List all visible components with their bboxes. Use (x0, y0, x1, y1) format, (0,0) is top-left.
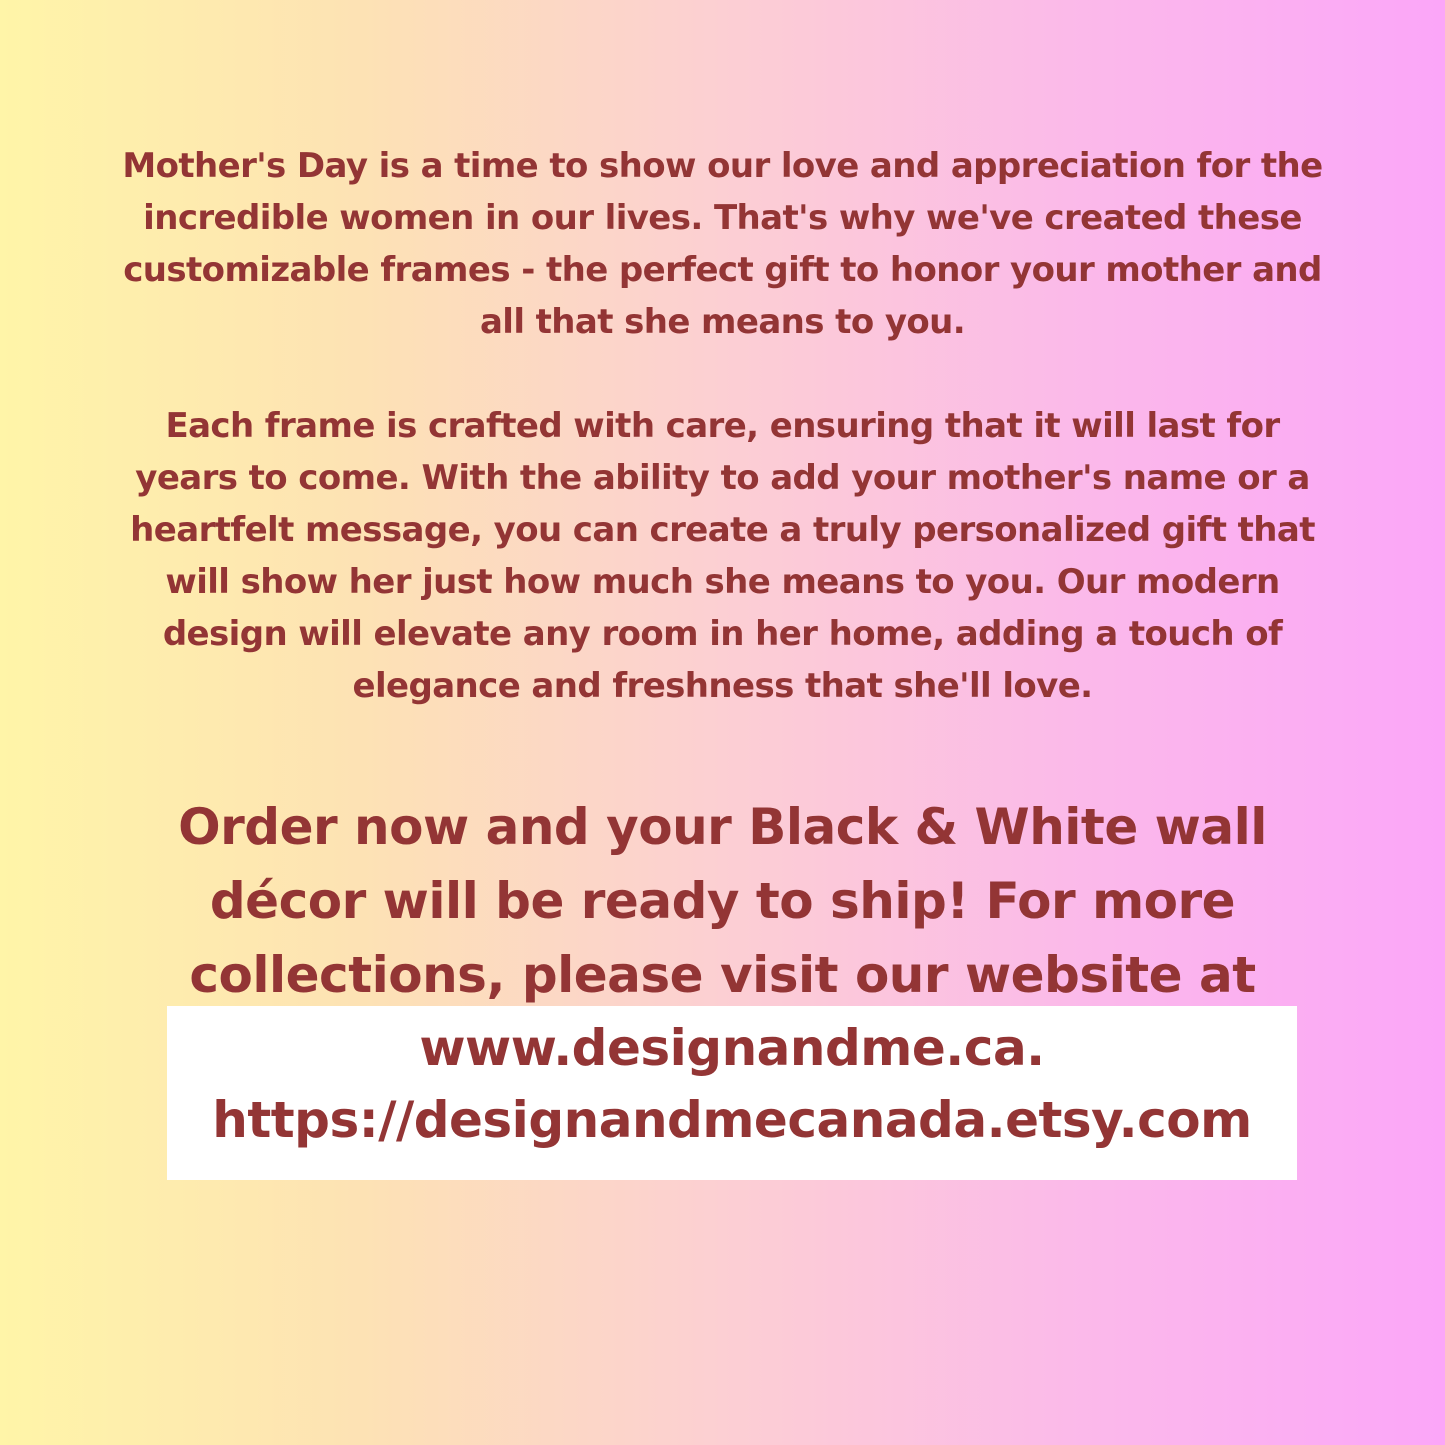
call-to-action-text: Order now and your Black & White wall décor will be ready to ship! For more collections, please visit our website at (178, 798, 1267, 1004)
intro-paragraph-2: Each frame is crafted with care, ensuring that it will last for years to come. With the ability to add your mother's name or a heartfelt message, you can create a truly personalized gift that will show her just how much she means to you. Our modern design will elevate any room in her home, adding a touch of elegance and freshness that she'll love. (130, 406, 1315, 706)
website-link[interactable]: www.designandme.ca. (419, 1019, 1045, 1077)
etsy-link[interactable]: https://designandmecanada.etsy.com (212, 1091, 1252, 1149)
intro-paragraph-1: Mother's Day is a time to show our love and appreciation for the incredible women in our lives. That's why we've created these customizable frames - the perfect gift to honor your mother and all that she means to you. (122, 146, 1323, 342)
links-box (167, 1006, 1297, 1180)
